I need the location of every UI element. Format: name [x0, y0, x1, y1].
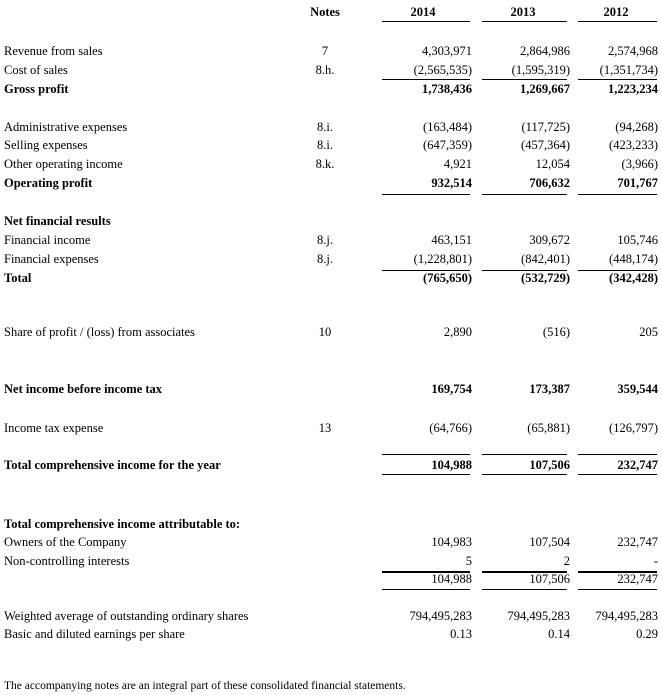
header-year-2014: 2014: [410, 5, 436, 19]
row-value-2013: (532,729): [521, 271, 570, 285]
row-value-2013: (1,595,319): [511, 63, 570, 77]
header-rule: [578, 21, 657, 22]
row-value-2014: (2,565,535): [413, 63, 472, 77]
column-rule: [382, 571, 470, 572]
row-value-2012: 232,747: [617, 572, 658, 586]
column-rule: [482, 572, 567, 573]
row-value-2012: (448,174): [609, 252, 658, 266]
row-label: Administrative expenses: [4, 120, 128, 134]
row-value-2013: (65,881): [527, 421, 570, 435]
row-value-2013: 107,504: [529, 535, 570, 549]
row-note: 8.k.: [315, 157, 335, 171]
column-rule: [382, 194, 470, 195]
column-rule: [482, 571, 567, 572]
row-value-2013: 309,672: [529, 233, 570, 247]
row-value-2012: -: [653, 554, 658, 568]
row-note: 10: [318, 325, 332, 339]
row-value-2012: 359,544: [617, 382, 658, 396]
column-rule: [578, 454, 657, 455]
row-value-2013: (516): [542, 325, 570, 339]
column-rule: [482, 589, 567, 590]
row-value-2013: (457,364): [521, 138, 570, 152]
header-rule: [382, 21, 470, 22]
row-value-2014: (163,484): [423, 120, 472, 134]
row-label: Owners of the Company: [4, 535, 127, 549]
column-rule: [578, 194, 657, 195]
row-label: Weighted average of outstanding ordinary shares: [4, 609, 249, 623]
row-value-2012: 2,574,968: [608, 44, 658, 58]
row-value-2013: 2: [563, 554, 570, 568]
row-value-2013: 107,506: [529, 458, 570, 472]
column-rule: [578, 474, 657, 475]
row-value-2014: 463,151: [431, 233, 472, 247]
row-value-2014: (64,766): [429, 421, 472, 435]
column-rule: [382, 454, 470, 455]
column-rule: [578, 589, 657, 590]
row-value-2012: (94,268): [615, 120, 658, 134]
row-value-2012: (342,428): [609, 271, 658, 285]
row-label: Cost of sales: [4, 63, 68, 77]
row-label: Operating profit: [4, 176, 93, 190]
row-value-2014: 932,514: [431, 176, 472, 190]
row-value-2014: 0.13: [450, 627, 472, 641]
column-rule: [482, 270, 567, 271]
row-value-2012: (126,797): [609, 421, 658, 435]
row-value-2014: (1,228,801): [413, 252, 472, 266]
column-rule: [578, 571, 657, 572]
row-value-2012: (423,233): [609, 138, 658, 152]
row-value-2013: (117,725): [521, 120, 570, 134]
column-rule: [382, 589, 470, 590]
row-value-2014: 2,890: [443, 325, 472, 339]
row-value-2014: 104,988: [431, 572, 472, 586]
row-note: 8.j.: [317, 252, 333, 266]
row-value-2014: 169,754: [431, 382, 472, 396]
row-value-2013: 1,269,667: [520, 82, 570, 96]
column-rule: [382, 270, 470, 271]
column-rule: [382, 474, 470, 475]
row-value-2014: 104,983: [431, 535, 472, 549]
row-value-2012: 1,223,234: [608, 82, 658, 96]
row-label: Revenue from sales: [4, 44, 103, 58]
row-value-2012: 205: [639, 325, 658, 339]
row-value-2014: 4,921: [443, 157, 472, 171]
row-value-2012: 794,495,283: [595, 609, 658, 623]
row-label: Total comprehensive income attributable to:: [4, 517, 241, 531]
row-value-2012: (3,966): [621, 157, 658, 171]
row-value-2012: 105,746: [617, 233, 658, 247]
column-rule: [382, 79, 470, 80]
row-value-2012: 0.29: [636, 627, 658, 641]
row-value-2012: 232,747: [617, 458, 658, 472]
row-value-2014: 104,988: [431, 458, 472, 472]
column-rule: [482, 474, 567, 475]
column-rule: [578, 572, 657, 573]
row-label: Share of profit / (loss) from associates: [4, 325, 195, 339]
row-value-2013: 0.14: [548, 627, 570, 641]
row-label: Income tax expense: [4, 421, 104, 435]
row-label: Selling expenses: [4, 138, 88, 152]
row-value-2013: 173,387: [529, 382, 570, 396]
row-note: 8.j.: [317, 233, 333, 247]
column-rule: [382, 572, 470, 573]
row-value-2013: 2,864,986: [520, 44, 570, 58]
column-rule: [578, 79, 657, 80]
row-value-2014: 4,303,971: [422, 44, 472, 58]
row-note: 8.i.: [317, 120, 333, 134]
footnote: The accompanying notes are an integral part of these consolidated financial statements.: [4, 680, 406, 692]
row-label: Financial income: [4, 233, 91, 247]
row-note: 8.i.: [317, 138, 333, 152]
row-value-2014: (647,359): [423, 138, 472, 152]
row-label: Financial expenses: [4, 252, 99, 266]
row-value-2013: 12,054: [535, 157, 570, 171]
row-label: Total: [4, 271, 32, 285]
row-value-2014: 1,738,436: [422, 82, 472, 96]
row-note: 8.h.: [315, 63, 335, 77]
row-value-2013: 794,495,283: [507, 609, 570, 623]
row-note: 7: [321, 44, 329, 58]
column-rule: [482, 454, 567, 455]
row-label: Net financial results: [4, 214, 111, 228]
header-notes: Notes: [310, 5, 340, 19]
column-rule: [578, 270, 657, 271]
row-value-2013: (842,401): [521, 252, 570, 266]
row-value-2012: 232,747: [617, 535, 658, 549]
row-label: Total comprehensive income for the year: [4, 458, 221, 472]
row-label: Gross profit: [4, 82, 69, 96]
row-label: Net income before income tax: [4, 382, 163, 396]
row-value-2013: 107,506: [529, 572, 570, 586]
column-rule: [482, 79, 567, 80]
header-year-2013: 2013: [510, 5, 536, 19]
row-value-2012: (1,351,734): [599, 63, 658, 77]
row-value-2014: (765,650): [423, 271, 472, 285]
header-year-2012: 2012: [603, 5, 629, 19]
row-value-2013: 706,632: [529, 176, 570, 190]
row-note: 13: [318, 421, 332, 435]
row-label: Non-controlling interests: [4, 554, 130, 568]
row-label: Other operating income: [4, 157, 123, 171]
row-value-2012: 701,767: [617, 176, 658, 190]
row-label: Basic and diluted earnings per share: [4, 627, 185, 641]
row-value-2014: 794,495,283: [409, 609, 472, 623]
header-rule: [482, 21, 567, 22]
row-value-2014: 5: [465, 554, 472, 568]
column-rule: [482, 194, 567, 195]
